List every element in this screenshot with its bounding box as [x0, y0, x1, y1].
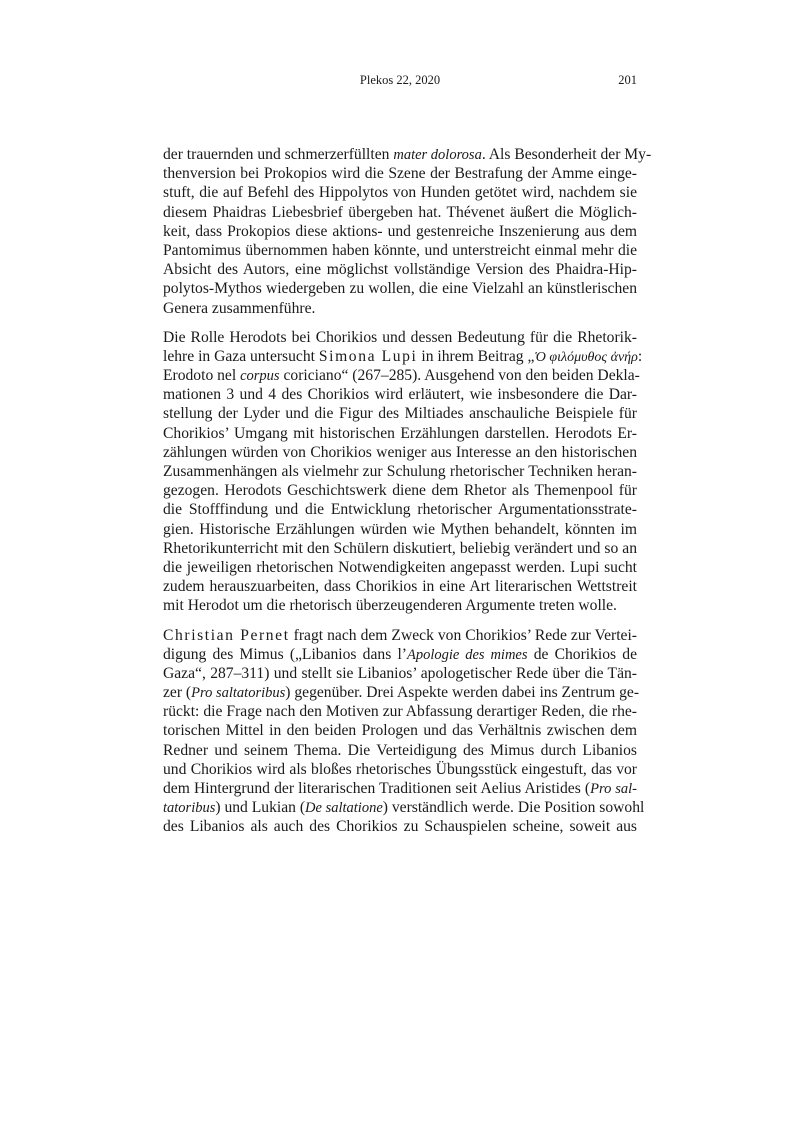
text-line — [163, 577, 637, 596]
text-segment: gezogen. Herodots Geschichtswerk diene dem Rhetor als Themenpool für — [163, 482, 637, 500]
journal-title: Plekos 22, 2020 — [359, 73, 441, 87]
text-segment: Rhetorikunterricht mit den Schülern diskutiert, beliebig verändert und so an — [163, 539, 637, 557]
text-line — [163, 558, 637, 577]
text-segment: in ihrem Beitrag „ — [417, 347, 535, 365]
text-line — [163, 741, 637, 760]
text-line — [163, 279, 637, 298]
text-line — [163, 481, 637, 500]
text-line — [163, 798, 645, 817]
text-segment: mit Herodot um die rhetorisch überzeugenderen Argumente treten wolle. — [163, 597, 617, 615]
text-segment: rückt: die Frage nach den Motiven zur Abfassung derartiger Reden, die rhe- — [163, 703, 637, 721]
text-line — [163, 366, 640, 385]
text-segment: Die Rolle Herodots bei Chorikios und dessen Bedeutung für die Rhetorik- — [163, 328, 637, 346]
greek-text: Ὁ φιλόμυθος ἀνήρ — [534, 349, 638, 365]
text-segment: Gaza“, 287–311) und stellt sie Libanios’ apologetischer Rede über die Tän- — [163, 664, 637, 682]
text-line — [163, 183, 637, 202]
text-segment: stuft, die auf Befehl des Hippolytos von Hunden getötet wird, nachdem sie — [163, 184, 637, 202]
italic-text: tatoribus — [163, 800, 216, 817]
text-segment: stellung der Lyder und die Figur des Miltiades anschauliche Beispiele für — [163, 405, 637, 423]
text-segment: lehre in Gaza untersucht — [163, 347, 319, 365]
text-line — [163, 645, 637, 664]
paragraph — [163, 626, 645, 837]
running-header — [163, 73, 637, 91]
text-line — [163, 520, 637, 539]
text-segment: und Chorikios wird als bloßes rhetorisches Übungsstück eingestuft, das vor — [163, 760, 637, 778]
text-segment: ) und Lukian ( — [215, 799, 306, 817]
text-segment: . Als Besonderheit der My- — [481, 146, 652, 163]
text-segment: zer ( — [163, 684, 192, 702]
text-line — [163, 500, 637, 519]
text-segment: zudem herauszuarbeiten, dass Chorikios in eine Art literarischen Wettstreit — [163, 578, 637, 596]
text-segment: die jeweiligen rhetorischen Notwendigkeiten angepasst werden. Lupi sucht — [163, 558, 637, 576]
text-line — [163, 596, 637, 615]
text-segment: Genera zusammenführe. — [163, 299, 316, 317]
text-segment: polytos-Mythos wiedergeben zu wollen, die eine Vielzahl an künstlerischen — [163, 280, 637, 298]
text-segment: Absicht des Autors, eine möglichst vollständige Version des Phaidra-Hip- — [163, 261, 637, 279]
text-segment: Redner und seinem Thema. Die Verteidigung des Mimus durch Libanios — [163, 741, 637, 759]
text-line — [163, 260, 637, 279]
text-line — [163, 443, 637, 462]
text-segment: Zusammenhängen als vielmehr zur Schulung rhetorischer Techniken heran- — [163, 463, 637, 480]
text-line — [163, 779, 637, 798]
italic-text: De saltatione — [305, 800, 383, 817]
text-line — [163, 539, 637, 558]
text-line — [163, 817, 637, 836]
text-line — [163, 222, 637, 241]
text-segment: des Libanios als auch des Chorikios zu Schauspielen scheine, soweit aus — [163, 818, 637, 836]
text-segment: diesem Phaidras Liebesbrief übergeben hat. Thévenet äußert die Möglich- — [163, 203, 637, 221]
text-line — [163, 462, 637, 481]
text-segment: dem Hintergrund der literarischen Traditionen seit Aelius Aristides ( — [163, 780, 591, 797]
text-segment: die Stofffindung und die Entwicklung rhetorischer Argumentationsstrate- — [163, 501, 637, 519]
author-name: Simona Lupi — [318, 347, 418, 365]
page-number: 201 — [618, 73, 637, 87]
text-segment: fragt nach dem Zweck von Chorikios’ Rede zur Vertei- — [289, 626, 637, 644]
italic-text: corpus — [240, 368, 280, 385]
text-segment: torischen Mittel in den beiden Prologen und das Verhältnis zwischen dem — [163, 722, 637, 740]
text-line — [163, 299, 637, 318]
text-line — [163, 760, 637, 779]
text-line — [163, 404, 637, 423]
text-segment: digung des Mimus („Libanios dans l’ — [163, 645, 407, 663]
text-line — [163, 385, 637, 404]
text-segment: de Chorikios de — [527, 645, 637, 663]
text-segment: gien. Historische Erzählungen würden wie Mythen behandelt, könnten im — [163, 520, 637, 538]
text-segment: Erodoto nel — [163, 367, 241, 385]
text-segment: : — [637, 347, 643, 365]
italic-text: Pro sal- — [590, 781, 637, 797]
text-segment: keit, dass Prokopios diese aktions- und gestenreiche Inszenierung aus dem — [163, 222, 637, 240]
text-segment: ) verständlich werde. Die Position sowohl — [382, 799, 645, 817]
text-line — [163, 145, 652, 164]
text-segment: coriciano“ (267–285). Ausgehend von den beiden Dekla- — [279, 367, 640, 385]
text-line — [163, 702, 637, 721]
text-segment: thenversion bei Prokopios wird die Szene der Bestrafung der Amme einge- — [163, 165, 637, 183]
text-line — [163, 626, 637, 645]
text-segment: der trauernden und schmerzerfüllten — [163, 146, 394, 163]
text-segment: Pantomimus übernommen haben könnte, und unterstreicht einmal mehr die — [163, 241, 637, 259]
text-segment: zählungen würden von Chorikios weniger aus Interesse an den historischen — [163, 443, 637, 461]
text-line — [163, 664, 637, 683]
italic-text: Pro saltatoribus — [191, 685, 286, 702]
paragraph — [163, 328, 643, 616]
paragraph — [163, 145, 652, 318]
text-line — [163, 164, 637, 183]
text-segment: ) gegenüber. Drei Aspekte werden dabei ins Zentrum ge- — [285, 684, 640, 702]
italic-text: mater dolorosa — [393, 147, 482, 163]
text-segment: mationen 3 und 4 des Chorikios wird erläutert, wie insbesondere die Dar- — [163, 386, 637, 404]
text-line — [163, 683, 640, 702]
text-segment: Chorikios’ Umgang mit historischen Erzählungen darstellen. Herodots Er- — [163, 424, 637, 442]
author-name: Christian Pernet — [163, 626, 290, 644]
text-line — [163, 347, 643, 366]
text-line — [163, 241, 637, 260]
text-line — [163, 721, 637, 740]
text-line — [163, 203, 637, 222]
body-text — [163, 145, 652, 847]
italic-text: Apologie des mimes — [406, 646, 528, 663]
text-line — [163, 424, 637, 443]
text-line — [163, 328, 637, 347]
